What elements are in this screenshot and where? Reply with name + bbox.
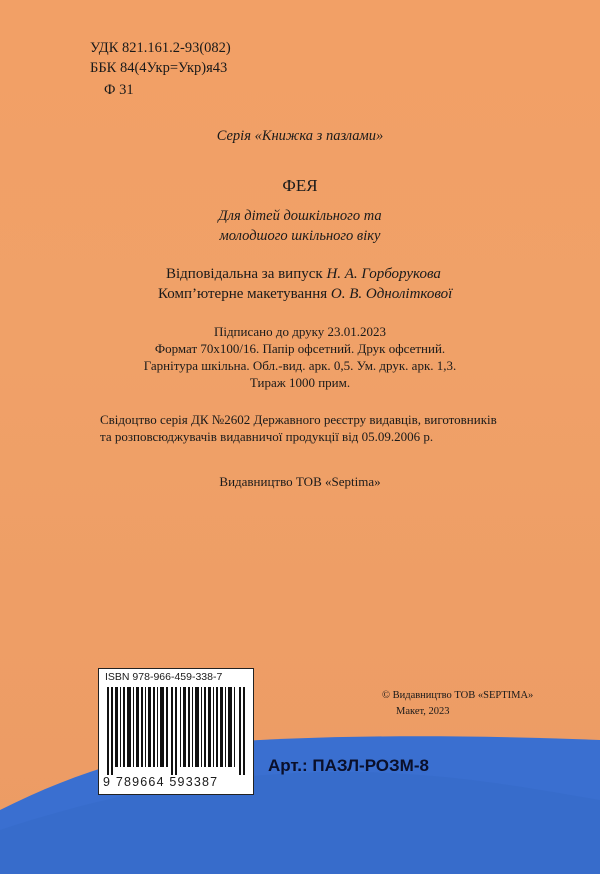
book-title: ФЕЯ: [282, 176, 318, 195]
series-label: Серія «Книжка з пазлами»: [216, 128, 384, 144]
barcode-panel: [98, 668, 254, 795]
publisher-name: Видавництво ТОВ «Septima»: [219, 474, 381, 489]
layout-credit: [158, 284, 452, 304]
copyright-line-2: Макет, 2023: [396, 706, 450, 717]
isbn-number: ISBN 978-966-459-338-7: [105, 671, 223, 683]
printing-line-2: Формат 70х100/16. Папір офсетний. Друк офсетний.: [154, 341, 446, 356]
editor-credit: [166, 264, 441, 284]
article-code: Арт.: ПАЗЛ-РОЗМ-8: [268, 756, 429, 775]
audience-line-1: Для дітей дошкільного та: [218, 208, 382, 224]
udk-code: УДК 821.161.2-93(082): [90, 40, 231, 56]
layout-label: Комп’ютерне макетування: [158, 286, 328, 302]
certificate-line-2: та розповсюджувачів видавничої продукції від 05.09.2006 р.: [100, 429, 434, 444]
editor-name: Н. А. Горборукова: [326, 266, 441, 282]
layout-name: О. В. Одноліткової: [330, 286, 453, 302]
printing-line-3: Гарнітура шкільна. Обл.-вид. арк. 0,5. Ум. друк. арк. 1,3.: [143, 358, 457, 373]
certificate-line-1: Свідоцтво серія ДК №2602 Державного реєстру видавців, виготовників: [100, 412, 497, 427]
audience-line-2: молодшого шкільного віку: [219, 228, 381, 244]
printing-line-1: Підписано до друку 23.01.2023: [213, 324, 387, 339]
ean-digits: 9 789664 593387: [103, 775, 219, 789]
barcode-icon: [107, 687, 245, 775]
editor-label: Відповідальна за випуск: [166, 266, 323, 282]
author-mark: Ф 31: [104, 82, 134, 98]
bbk-code: ББК 84(4Укр=Укр)я43: [90, 60, 228, 76]
copyright-line-1: © Видавництво ТОВ «SEPTIMA»: [382, 690, 534, 701]
printing-line-4: Тираж 1000 прим.: [249, 375, 351, 390]
